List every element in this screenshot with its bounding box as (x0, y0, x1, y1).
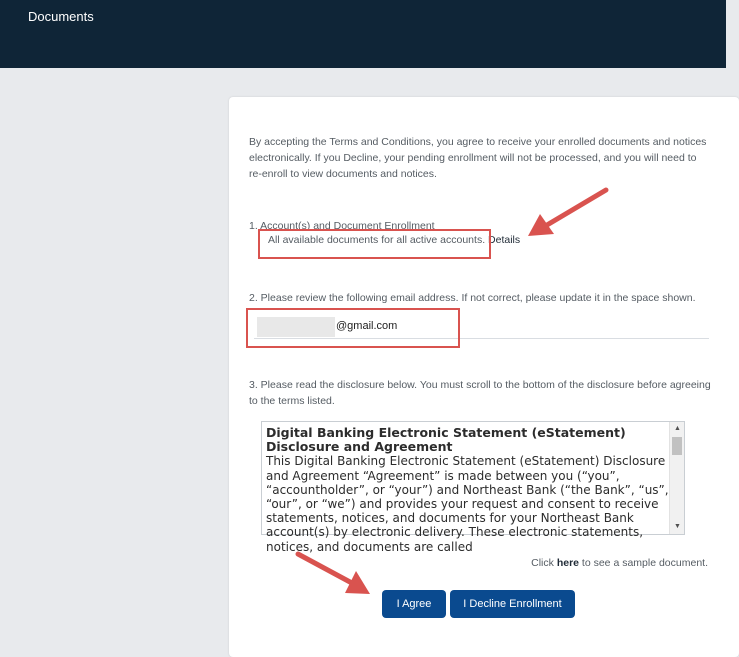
section-1-label: 1. Account(s) and Document Enrollment (249, 220, 435, 232)
top-header-bar (0, 0, 726, 68)
disclosure-body: This Digital Banking Electronic Statement (eStatement) Disclosure and Agreement “Agreement” is made between you (“you”, “accountholder”, or “your”) and Northeast Bank (“the Bank”, “us”, “our”, or “we”) and provides your request and consent to receive statements, notices, and documents for your Northeast Bank account(s) by electronic delivery. These electronic statements, notices, and documents are called (266, 454, 669, 554)
sample-document-line (531, 557, 708, 569)
disclosure-title: Digital Banking Electronic Statement (eStatement) Disclosure and Agreement (266, 425, 626, 455)
section-3-label: 3. Please read the disclosure below. You must scroll to the bottom of the disclosure before agreeing to the terms listed. (249, 379, 711, 407)
page-title: Documents (28, 9, 94, 24)
email-redaction (257, 317, 335, 337)
disclosure-scroll-box[interactable] (261, 421, 685, 554)
sample-suffix: to see a sample document. (581, 557, 708, 569)
section-2-label: 2. Please review the following email address. If not correct, please update it in the space shown. (249, 292, 696, 304)
scroll-up-arrow-icon[interactable]: ▲ (674, 425, 681, 432)
enrollment-summary (268, 234, 520, 246)
sample-prefix: Click (531, 557, 554, 569)
disclosure-content (266, 426, 670, 554)
disclosure-scrollbar[interactable] (669, 422, 684, 534)
intro-text: By accepting the Terms and Conditions, you agree to receive your enrolled documents and notices electronically. If you Decline, your pending enrollment will not be processed, and you will need to re-enroll to view documents and notices. (249, 136, 707, 180)
scrollbar-thumb[interactable] (672, 437, 682, 455)
decline-enrollment-button[interactable]: I Decline Enrollment (450, 590, 575, 618)
scroll-down-arrow-icon[interactable]: ▼ (674, 523, 681, 530)
agree-button[interactable]: I Agree (382, 590, 446, 618)
email-domain-text: @gmail.com (336, 320, 398, 332)
details-link[interactable]: Details (488, 234, 521, 246)
enrollment-text: All available documents for all active accounts. (268, 234, 486, 246)
sample-here-link[interactable]: here (556, 557, 579, 569)
